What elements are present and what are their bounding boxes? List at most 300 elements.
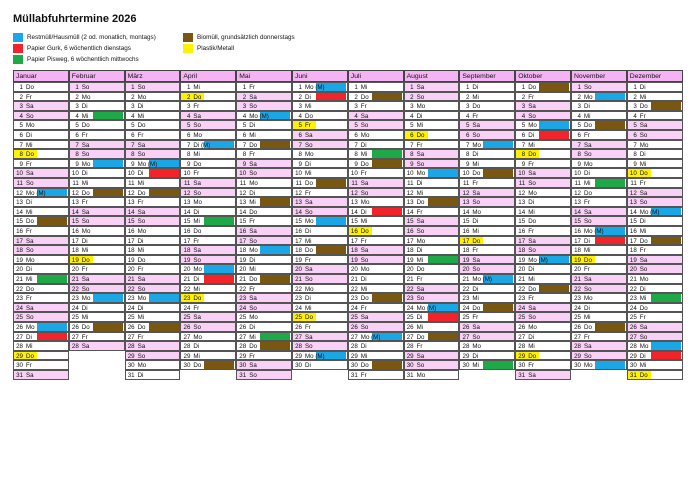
day-number: 25 bbox=[350, 314, 358, 322]
day-number: 19 bbox=[462, 256, 470, 264]
weekday-label: Mi bbox=[584, 314, 591, 322]
day-number: 18 bbox=[16, 247, 23, 255]
weekday-label: So bbox=[26, 247, 34, 255]
weekday-label: Mo (M) bbox=[416, 304, 437, 312]
weekday-label: So bbox=[249, 170, 257, 178]
day-cell bbox=[571, 360, 627, 370]
day-number: 11 bbox=[407, 180, 414, 187]
day-cell bbox=[13, 168, 69, 178]
day-cell bbox=[69, 303, 125, 313]
weekday-label: Mo bbox=[305, 151, 314, 159]
day-cell bbox=[236, 92, 292, 102]
day-cell bbox=[13, 264, 69, 274]
weekday-label: So bbox=[528, 112, 536, 120]
day-cell bbox=[236, 120, 292, 130]
weekday-label: Fr bbox=[528, 362, 535, 370]
day-cell bbox=[627, 341, 683, 351]
weekday-label: So bbox=[81, 218, 90, 226]
weekday-label: So bbox=[193, 122, 201, 130]
day-cell bbox=[125, 303, 181, 313]
weekday-label: Di bbox=[249, 189, 256, 197]
day-number: 18 bbox=[350, 247, 358, 255]
weekday-label: Fr bbox=[81, 132, 88, 139]
day-cell bbox=[69, 101, 125, 111]
weekday-label: Do bbox=[305, 314, 313, 322]
weekday-label: Fr bbox=[26, 362, 32, 370]
weekday-label: Mo bbox=[584, 295, 593, 303]
day-number: 2 bbox=[19, 93, 23, 101]
day-number: 24 bbox=[127, 304, 135, 312]
collection-marker bbox=[372, 150, 402, 158]
day-number: 7 bbox=[521, 141, 526, 149]
weekday-label: Do bbox=[26, 285, 34, 293]
day-number: 20 bbox=[350, 266, 358, 274]
weekday-label: Fr bbox=[137, 132, 144, 139]
day-cell bbox=[627, 245, 683, 255]
weekday-label: Mo bbox=[26, 122, 35, 130]
day-cell bbox=[404, 360, 460, 370]
weekday-label: Do bbox=[584, 122, 592, 130]
day-cell bbox=[627, 197, 683, 207]
weekday-label: Sa bbox=[584, 276, 592, 283]
day-number: 12 bbox=[239, 189, 247, 197]
weekday-label: Fr bbox=[305, 256, 311, 264]
day-cell bbox=[13, 92, 69, 102]
day-cell bbox=[125, 149, 181, 159]
day-cell bbox=[236, 168, 292, 178]
day-number: 19 bbox=[239, 256, 247, 264]
day-cell bbox=[180, 284, 236, 294]
weekday-label: Mi bbox=[305, 237, 312, 245]
weekday-label: Di bbox=[472, 84, 479, 91]
page-title: Müllabfuhrtermine 2026 bbox=[13, 13, 137, 25]
collection-marker bbox=[149, 169, 179, 177]
weekday-label: Fr bbox=[416, 141, 423, 149]
day-number: 25 bbox=[629, 314, 637, 322]
day-number: 13 bbox=[16, 199, 23, 207]
day-cell bbox=[571, 130, 627, 140]
weekday-label: Sa bbox=[416, 84, 425, 91]
day-cell bbox=[348, 188, 404, 198]
weekday-label: Do bbox=[360, 160, 369, 168]
weekday-label: So bbox=[81, 151, 90, 159]
day-number: 9 bbox=[242, 160, 247, 168]
weekday-label: Di bbox=[639, 285, 646, 293]
weekday-label: Fr bbox=[193, 170, 200, 178]
day-cell bbox=[459, 130, 515, 140]
day-number: 21 bbox=[406, 276, 414, 283]
weekday-label: Mo bbox=[472, 141, 481, 149]
day-number: 24 bbox=[629, 304, 637, 312]
weekday-label: Mi bbox=[81, 314, 89, 322]
day-cell bbox=[236, 312, 292, 322]
day-number: 19 bbox=[127, 256, 135, 264]
weekday-label: Mi bbox=[639, 160, 647, 168]
weekday-label: So bbox=[249, 372, 257, 379]
weekday-label: So bbox=[137, 218, 146, 226]
day-number: 24 bbox=[406, 304, 414, 312]
day-number: 24 bbox=[183, 304, 191, 312]
day-cell bbox=[515, 159, 571, 169]
day-cell bbox=[292, 216, 348, 226]
day-number: 16 bbox=[16, 228, 23, 235]
weekday-label: Di bbox=[137, 103, 144, 111]
day-cell bbox=[515, 332, 571, 342]
day-number: 29 bbox=[127, 352, 135, 360]
day-number: 11 bbox=[574, 180, 581, 187]
day-number: 31 bbox=[629, 372, 637, 379]
weekday-label: Sa bbox=[360, 314, 369, 322]
day-cell bbox=[515, 92, 571, 102]
day-cell bbox=[627, 101, 683, 111]
day-cell bbox=[125, 351, 181, 361]
day-number: 7 bbox=[19, 141, 23, 149]
weekday-label: Sa bbox=[26, 372, 34, 379]
weekday-label: Sa bbox=[584, 208, 592, 216]
weekday-label: Mo bbox=[137, 362, 147, 370]
day-number: 12 bbox=[127, 189, 135, 197]
day-cell bbox=[236, 360, 292, 370]
weekday-label: So bbox=[26, 314, 34, 322]
day-cell bbox=[292, 245, 348, 255]
month-header: März bbox=[125, 70, 181, 82]
weekday-label: Mo bbox=[81, 93, 91, 101]
day-number: 1 bbox=[633, 84, 637, 91]
day-cell bbox=[459, 351, 515, 361]
weekday-label: Sa bbox=[528, 372, 536, 379]
weekday-label: Mi bbox=[639, 362, 647, 370]
day-cell bbox=[459, 197, 515, 207]
day-number: 4 bbox=[131, 112, 135, 120]
day-cell bbox=[404, 178, 460, 188]
day-number: 15 bbox=[71, 218, 79, 226]
day-cell bbox=[571, 178, 627, 188]
day-number: 26 bbox=[518, 324, 526, 331]
day-cell bbox=[348, 370, 404, 380]
day-cell bbox=[292, 284, 348, 294]
weekday-label: Di bbox=[137, 372, 144, 379]
day-number: 4 bbox=[75, 112, 79, 120]
red-swatch bbox=[13, 44, 23, 53]
day-number: 25 bbox=[183, 314, 191, 322]
weekday-label: Mi bbox=[249, 199, 256, 207]
calendar-grid bbox=[13, 70, 683, 388]
day-number: 9 bbox=[354, 160, 358, 168]
weekday-label: Mo (M) bbox=[639, 208, 660, 216]
weekday-label: So bbox=[416, 228, 425, 235]
weekday-label: Sa bbox=[639, 324, 648, 331]
day-number: 2 bbox=[186, 93, 191, 101]
day-cell bbox=[348, 322, 404, 332]
weekday-label: Mo bbox=[639, 276, 649, 283]
weekday-label: Sa bbox=[193, 247, 201, 255]
day-cell bbox=[515, 101, 571, 111]
day-cell bbox=[571, 293, 627, 303]
collection-marker bbox=[149, 294, 179, 302]
day-number: 5 bbox=[131, 122, 135, 130]
day-cell bbox=[571, 197, 627, 207]
weekday-label: So bbox=[193, 256, 201, 264]
weekday-label: Mi bbox=[193, 285, 200, 293]
weekday-label: Mo bbox=[416, 372, 426, 379]
day-number: 18 bbox=[239, 247, 247, 255]
day-number: 13 bbox=[574, 199, 581, 207]
day-cell bbox=[292, 312, 348, 322]
collection-marker bbox=[483, 361, 513, 369]
day-cell bbox=[515, 216, 571, 226]
weekday-label: Mo bbox=[193, 199, 202, 207]
day-cell bbox=[571, 332, 627, 342]
weekday-label: So bbox=[416, 160, 425, 168]
weekday-label: Mi bbox=[528, 343, 535, 351]
day-number: 5 bbox=[521, 122, 526, 130]
weekday-label: Mo (M) bbox=[249, 112, 269, 120]
weekday-label: Fr bbox=[249, 151, 256, 159]
day-number: 29 bbox=[295, 352, 302, 360]
day-cell bbox=[459, 149, 515, 159]
weekday-label: Do bbox=[193, 295, 202, 303]
weekday-label: Fr bbox=[584, 266, 590, 274]
day-cell bbox=[292, 149, 348, 159]
day-number: 3 bbox=[131, 103, 135, 111]
weekday-label: Do bbox=[472, 237, 481, 245]
day-number: 29 bbox=[574, 352, 581, 360]
day-number: 10 bbox=[629, 170, 637, 178]
day-cell bbox=[180, 293, 236, 303]
day-cell bbox=[348, 140, 404, 150]
collection-marker bbox=[37, 323, 67, 331]
day-cell bbox=[236, 101, 292, 111]
collection-marker bbox=[651, 237, 681, 245]
day-number: 15 bbox=[462, 218, 470, 226]
day-number: 12 bbox=[406, 189, 414, 197]
day-cell bbox=[571, 188, 627, 198]
weekday-label: Do bbox=[416, 266, 425, 274]
day-cell bbox=[69, 284, 125, 294]
weekday-label: Sa bbox=[249, 362, 257, 370]
weekday-label: So bbox=[360, 324, 369, 331]
day-cell bbox=[292, 236, 348, 246]
day-number: 2 bbox=[410, 93, 414, 101]
day-number: 2 bbox=[242, 93, 247, 101]
month-header: September bbox=[459, 70, 515, 82]
weekday-label: Fr bbox=[26, 228, 32, 235]
day-cell bbox=[292, 111, 348, 121]
day-number: 14 bbox=[462, 208, 470, 216]
day-cell bbox=[515, 130, 571, 140]
weekday-label: Mo bbox=[584, 93, 593, 101]
day-cell bbox=[13, 216, 69, 226]
collection-marker bbox=[651, 342, 681, 350]
collection-marker bbox=[37, 275, 67, 283]
weekday-label: Mo bbox=[416, 103, 426, 111]
day-number: 8 bbox=[354, 151, 358, 159]
day-number: 28 bbox=[183, 343, 191, 351]
day-cell bbox=[125, 264, 181, 274]
day-number: 29 bbox=[16, 352, 23, 360]
weekday-label: Do bbox=[305, 247, 313, 255]
legend bbox=[13, 33, 413, 65]
day-cell bbox=[69, 149, 125, 159]
weekday-label: Fr bbox=[472, 247, 479, 255]
day-number: 12 bbox=[183, 189, 191, 197]
day-cell bbox=[69, 293, 125, 303]
day-number: 21 bbox=[574, 276, 581, 283]
weekday-label: Sa bbox=[472, 256, 480, 264]
day-cell bbox=[348, 130, 404, 140]
weekday-label: Do bbox=[639, 304, 648, 312]
weekday-label: Fr bbox=[528, 93, 535, 101]
day-number: 27 bbox=[350, 333, 358, 341]
weekday-label: Di bbox=[81, 103, 88, 111]
weekday-label: Mo bbox=[528, 324, 537, 331]
day-cell bbox=[292, 274, 348, 284]
weekday-label: Di bbox=[193, 343, 200, 351]
day-number: 2 bbox=[75, 93, 79, 101]
day-cell bbox=[236, 111, 292, 121]
weekday-label: Sa bbox=[249, 160, 257, 168]
weekday-label: Fr bbox=[584, 199, 590, 207]
day-number: 17 bbox=[239, 237, 247, 245]
day-cell bbox=[348, 168, 404, 178]
weekday-label: Mo bbox=[137, 228, 147, 235]
weekday-label: Mi bbox=[472, 160, 479, 168]
weekday-label: So bbox=[528, 314, 536, 322]
day-cell bbox=[348, 255, 404, 265]
collection-marker bbox=[428, 256, 458, 264]
day-number: 23 bbox=[127, 295, 135, 303]
day-number: 5 bbox=[633, 122, 637, 130]
day-number: 7 bbox=[633, 141, 637, 149]
day-number: 30 bbox=[295, 362, 302, 370]
day-cell bbox=[180, 216, 236, 226]
month-header: Juni bbox=[292, 70, 348, 82]
day-number: 1 bbox=[577, 84, 581, 91]
weekday-label: So bbox=[472, 266, 480, 274]
weekday-label: Mo bbox=[639, 343, 649, 351]
weekday-label: Mo bbox=[305, 285, 314, 293]
weekday-label: Mo bbox=[81, 228, 91, 235]
weekday-label: So bbox=[584, 285, 592, 293]
weekday-label: Mo bbox=[193, 132, 202, 139]
day-cell bbox=[459, 322, 515, 332]
day-cell bbox=[125, 360, 181, 370]
day-number: 9 bbox=[186, 160, 191, 168]
collection-marker bbox=[316, 93, 346, 101]
weekday-label: Fr bbox=[305, 189, 311, 197]
weekday-label: Di bbox=[360, 208, 367, 216]
day-cell bbox=[571, 82, 627, 92]
day-cell bbox=[515, 82, 571, 92]
day-number: 28 bbox=[574, 343, 581, 351]
weekday-label: Fr bbox=[193, 237, 200, 245]
day-cell bbox=[459, 236, 515, 246]
day-number: 24 bbox=[350, 304, 358, 312]
day-cell bbox=[627, 370, 683, 380]
day-number: 23 bbox=[239, 295, 247, 303]
day-number: 7 bbox=[354, 141, 358, 149]
day-cell bbox=[404, 120, 460, 130]
weekday-label: Do bbox=[305, 180, 313, 187]
legend-label: Plastik/Metall bbox=[197, 45, 235, 52]
day-cell bbox=[515, 341, 571, 351]
day-number: 6 bbox=[298, 132, 302, 139]
weekday-label: Do bbox=[639, 237, 648, 245]
day-cell bbox=[571, 92, 627, 102]
day-cell bbox=[180, 351, 236, 361]
day-cell bbox=[627, 236, 683, 246]
weekday-label: Mo (M) bbox=[305, 352, 325, 360]
day-number: 3 bbox=[298, 103, 302, 111]
day-cell bbox=[236, 332, 292, 342]
weekday-label: Mi bbox=[193, 84, 200, 91]
weekday-label: Mi bbox=[584, 112, 591, 120]
collection-marker bbox=[539, 285, 569, 293]
day-cell bbox=[180, 322, 236, 332]
weekday-label: Di bbox=[26, 132, 32, 139]
day-cell bbox=[571, 322, 627, 332]
day-cell bbox=[69, 207, 125, 217]
weekday-label: Di bbox=[81, 304, 88, 312]
day-cell bbox=[69, 140, 125, 150]
day-cell bbox=[292, 264, 348, 274]
weekday-label: Mi bbox=[528, 276, 535, 283]
weekday-label: Di bbox=[584, 170, 590, 178]
collection-marker bbox=[149, 189, 179, 197]
day-number: 28 bbox=[295, 343, 302, 351]
day-number: 26 bbox=[406, 324, 414, 331]
day-number: 28 bbox=[127, 343, 135, 351]
day-cell bbox=[515, 245, 571, 255]
day-cell bbox=[69, 197, 125, 207]
day-number: 10 bbox=[462, 170, 470, 178]
weekday-label: Sa bbox=[81, 343, 90, 351]
weekday-label: Mi bbox=[472, 295, 479, 303]
weekday-label: Mo bbox=[249, 247, 258, 255]
day-cell bbox=[571, 264, 627, 274]
day-cell bbox=[627, 255, 683, 265]
day-cell bbox=[13, 255, 69, 265]
day-cell bbox=[571, 351, 627, 361]
day-cell bbox=[627, 226, 683, 236]
weekday-label: Mo bbox=[193, 333, 202, 341]
day-cell bbox=[180, 332, 236, 342]
day-cell bbox=[515, 360, 571, 370]
day-cell bbox=[348, 360, 404, 370]
day-cell bbox=[180, 92, 236, 102]
day-cell bbox=[292, 178, 348, 188]
day-number: 18 bbox=[71, 247, 79, 255]
day-number: 31 bbox=[406, 372, 414, 379]
day-cell bbox=[69, 120, 125, 130]
day-cell bbox=[236, 322, 292, 332]
day-cell bbox=[13, 149, 69, 159]
weekday-label: Mi bbox=[249, 266, 256, 274]
weekday-label: Mi bbox=[416, 256, 424, 264]
day-number: 11 bbox=[351, 180, 358, 187]
day-cell bbox=[292, 255, 348, 265]
weekday-label: So bbox=[360, 189, 369, 197]
day-number: 12 bbox=[518, 189, 526, 197]
day-number: 9 bbox=[131, 160, 135, 168]
day-cell bbox=[404, 351, 460, 361]
weekday-label: Di bbox=[193, 208, 200, 216]
collection-marker bbox=[483, 304, 513, 312]
day-number: 15 bbox=[406, 218, 414, 226]
day-number: 14 bbox=[71, 208, 79, 216]
day-cell bbox=[459, 284, 515, 294]
day-number: 12 bbox=[574, 189, 581, 197]
